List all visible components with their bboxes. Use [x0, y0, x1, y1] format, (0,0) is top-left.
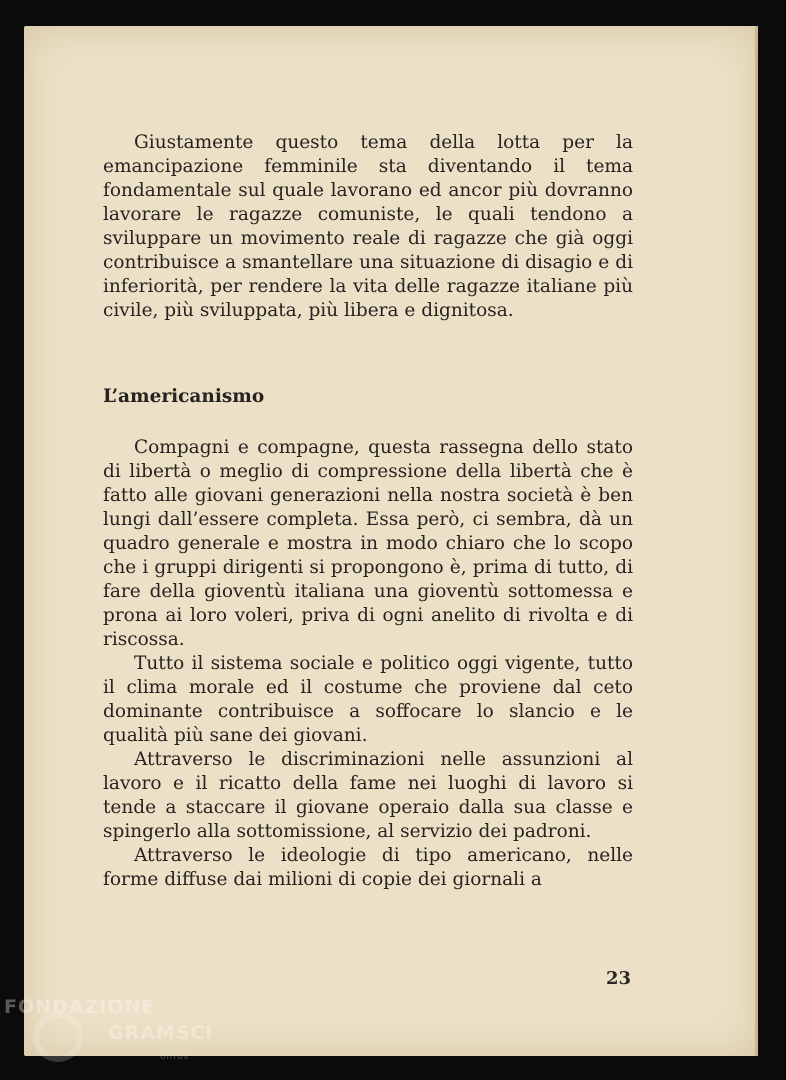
watermark-gramsci: GRAMSCI [108, 1022, 214, 1044]
paragraph-compagni: Compagni e compagne, questa rassegna dello stato di libertà o meglio di compressione della libertà che è fatto alle giovani generazioni nella nostra società è ben lungi dall’essere completa. Essa però, ci sembra, dà un quadro generale e mostra in modo chiaro che lo scopo che i gruppi dirigenti si propongono è, prima di tutto, di fare della gioventù italiana una gioventù sottomessa e prona ai loro voleri, priva di ogni anelito di rivolta e di riscossa. [103, 437, 633, 650]
paragraph-ideologie: Attraverso le ideologie di tipo americano, nelle forme diffuse dai milioni di copie dei giornali a [103, 845, 633, 890]
page-edge [755, 26, 758, 1056]
watermark-logo-icon [33, 1012, 83, 1062]
section-text-block [103, 436, 633, 892]
watermark-fondazione: FONDAZIONE [4, 996, 156, 1018]
section-heading: L’americanismo [103, 386, 265, 407]
page-number: 23 [606, 968, 632, 989]
paragraph-discriminazioni: Attraverso le discriminazioni nelle assunzioni al lavoro e il ricatto della fame nei luoghi di lavoro si tende a staccare il giovane operaio dalla sua classe e spingerlo alla sottomissione, al servizio dei padroni. [103, 749, 633, 842]
watermark-onlus: onlus [160, 1052, 190, 1062]
paragraph-sistema-sociale: Tutto il sistema sociale e politico oggi vigente, tutto il clima morale ed il costume che proviene dal ceto dominante contribuisce a soffocare lo slancio e le qualità più sane dei giovani. [103, 653, 633, 746]
paragraph-emancipazione: Giustamente questo tema della lotta per la emancipazione femminile sta diventando il tema fondamentale sul quale lavorano ed ancor più dovranno lavorare le ragazze comuniste, le quali tendono a sviluppare un movimento reale di ragazze che già oggi contribuisce a smantellare una situazione di disagio e di inferiorità, per rendere la vita delle ragazze italiane più civile, più sviluppata, più libera e dignitosa. [103, 132, 633, 321]
intro-text-block [103, 131, 633, 323]
